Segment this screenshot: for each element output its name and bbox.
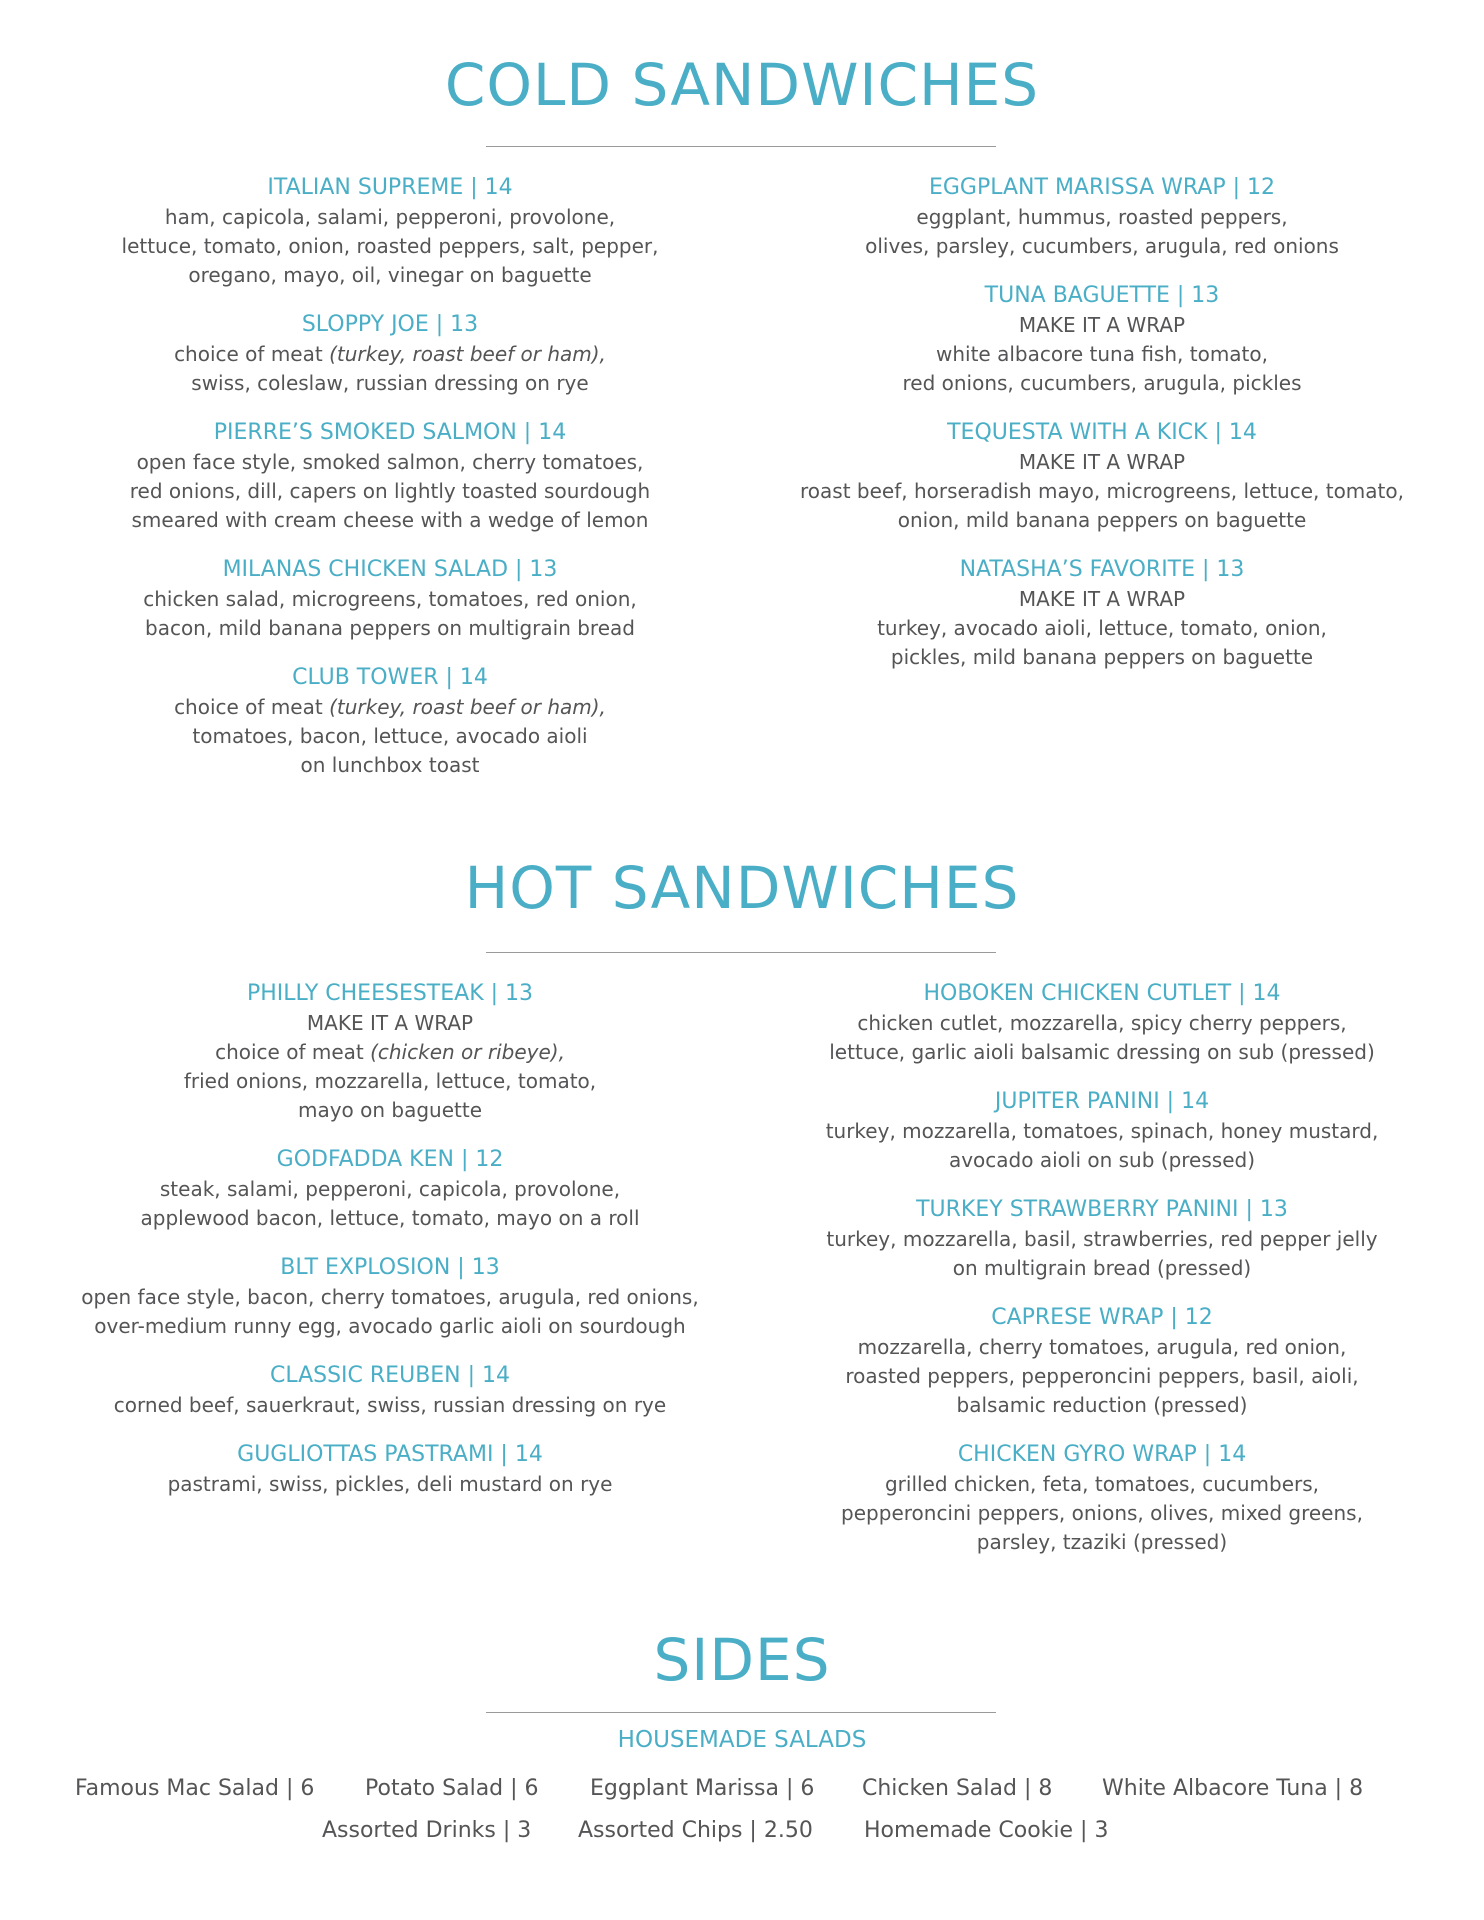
item-description-line: smeared with cream cheese with a wedge of lemon (131, 508, 649, 532)
item-name: TEQUESTA WITH A KICK | 14 (947, 420, 1257, 445)
item-name: SLOPPY JOE | 13 (301, 312, 479, 337)
sides-section-divider (486, 1712, 996, 1713)
cold-left-column (40, 173, 740, 800)
item-description-line: open face style, smoked salmon, cherry tomatoes, (136, 450, 644, 474)
hot-section-divider (486, 952, 996, 953)
item-description-line: mozzarella, cherry tomatoes, arugula, red onion, (857, 1335, 1347, 1359)
item-description-line: swiss, coleslaw, russian dressing on rye (191, 371, 589, 395)
item-description-line: pepperoncini peppers, onions, olives, mixed greens, (841, 1501, 1363, 1525)
item-description-line (40, 1038, 740, 1067)
menu-item-milanas-chicken-salad (40, 555, 740, 643)
item-name: GODFADDA KEN | 12 (276, 1147, 504, 1172)
item-description-line: lettuce, garlic aioli balsamic dressing on sub (pressed) (829, 1040, 1375, 1064)
item-description-italic: (chicken or ribeye), (370, 1040, 565, 1064)
menu-item-natashas-favorite (752, 555, 1452, 672)
side-item: Chicken Salad | 8 (862, 1776, 1053, 1801)
sides-title: SIDES (653, 1626, 831, 1694)
item-name: GUGLIOTTAS PASTRAMI | 14 (237, 1442, 543, 1467)
menu-item-italian-supreme (40, 173, 740, 290)
make-it-a-wrap-note: MAKE IT A WRAP (1018, 587, 1186, 611)
item-description-line: applewood bacon, lettuce, tomato, mayo on a roll (140, 1206, 640, 1230)
item-description-line: lettuce, tomato, onion, roasted peppers, salt, pepper, (121, 234, 659, 258)
make-it-a-wrap-note: MAKE IT A WRAP (1018, 450, 1186, 474)
item-name: CLASSIC REUBEN | 14 (269, 1363, 511, 1388)
item-description-line: fried onions, mozzarella, lettuce, tomato, (183, 1069, 597, 1093)
item-description-line: ham, capicola, salami, pepperoni, provolone, (164, 205, 616, 229)
menu-item-classic-reuben (40, 1361, 740, 1420)
menu-item-sloppy-joe (40, 310, 740, 398)
side-item: Famous Mac Salad | 6 (75, 1776, 315, 1801)
menu-item-jupiter-panini (752, 1087, 1452, 1175)
item-description-line (40, 693, 740, 722)
side-item: Potato Salad | 6 (365, 1776, 539, 1801)
cold-section-divider (486, 146, 996, 147)
item-description-line: open face style, bacon, cherry tomatoes, arugula, red onions, (81, 1285, 699, 1309)
item-name: MILANAS CHICKEN SALAD | 13 (222, 557, 558, 582)
cold-sandwiches-title: COLD SANDWICHES (444, 51, 1040, 119)
item-description-line: turkey, avocado aioli, lettuce, tomato, onion, (877, 616, 1327, 640)
item-description-line: avocado aioli on sub (pressed) (948, 1148, 1256, 1172)
item-name: PIERRE’S SMOKED SALMON | 14 (213, 420, 567, 445)
item-description-line (40, 340, 740, 369)
item-description-line: over-medium runny egg, avocado garlic aioli on sourdough (94, 1314, 686, 1338)
item-name: CAPRESE WRAP | 12 (991, 1305, 1213, 1330)
cold-right-column (752, 173, 1452, 692)
menu-item-blt-explosion (40, 1253, 740, 1341)
item-description-line: roasted peppers, pepperoncini peppers, basil, aioli, (845, 1364, 1359, 1388)
item-name: HOBOKEN CHICKEN CUTLET | 14 (923, 981, 1281, 1006)
menu-item-pierres-smoked-salmon (40, 418, 740, 535)
item-description-italic: (turkey, roast beef or ham), (329, 342, 606, 366)
item-description-line: chicken cutlet, mozzarella, spicy cherry peppers, (857, 1011, 1347, 1035)
item-description-line: balsamic reduction (pressed) (956, 1393, 1248, 1417)
menu-item-club-tower (40, 663, 740, 780)
item-description-text: choice of meat (215, 1040, 371, 1064)
item-description-line: on lunchbox toast (300, 753, 480, 777)
item-description-line: pastrami, swiss, pickles, deli mustard on rye (167, 1472, 613, 1496)
item-description-line: olives, parsley, cucumbers, arugula, red onions (865, 234, 1339, 258)
hot-sandwiches-title: HOT SANDWICHES (464, 854, 1020, 922)
item-description-italic: (turkey, roast beef or ham), (329, 695, 606, 719)
item-description-line: red onions, cucumbers, arugula, pickles (902, 371, 1302, 395)
menu-item-tuna-baguette (752, 281, 1452, 398)
item-description-line: eggplant, hummus, roasted peppers, (916, 205, 1288, 229)
item-description-text: choice of meat (174, 342, 330, 366)
menu-item-gugliottas-pastrami (40, 1440, 740, 1499)
item-description-line: pickles, mild banana peppers on baguette (890, 645, 1314, 669)
item-description-line: oregano, mayo, oil, vinegar on baguette (188, 263, 592, 287)
item-description-line: on multigrain bread (pressed) (952, 1256, 1252, 1280)
side-item: White Albacore Tuna | 8 (1102, 1776, 1364, 1801)
item-description-line: turkey, mozzarella, basil, strawberries, red pepper jelly (826, 1227, 1378, 1251)
menu-item-chicken-gyro-wrap (752, 1440, 1452, 1557)
hot-right-column (752, 979, 1452, 1577)
item-description-line: white albacore tuna fish, tomato, (935, 342, 1268, 366)
item-name: PHILLY CHEESESTEAK | 13 (246, 981, 534, 1006)
item-description-line: mayo on baguette (297, 1098, 483, 1122)
make-it-a-wrap-note: MAKE IT A WRAP (306, 1011, 474, 1035)
item-name: CHICKEN GYRO WRAP | 14 (957, 1442, 1247, 1467)
menu-item-eggplant-marissa-wrap (752, 173, 1452, 261)
item-description-line: roast beef, horseradish mayo, microgreens, lettuce, tomato, (800, 479, 1404, 503)
item-name: JUPITER PANINI | 14 (994, 1089, 1210, 1114)
item-name: TUNA BAGUETTE | 13 (984, 283, 1220, 308)
item-name: CLUB TOWER | 14 (292, 665, 488, 690)
make-it-a-wrap-note: MAKE IT A WRAP (1018, 313, 1186, 337)
side-item: Eggplant Marissa | 6 (590, 1776, 815, 1801)
item-description-line: chicken salad, microgreens, tomatoes, red onion, (143, 587, 637, 611)
item-name: ITALIAN SUPREME | 14 (267, 175, 513, 200)
item-description-line: red onions, dill, capers on lightly toasted sourdough (129, 479, 651, 503)
item-description-line: corned beef, sauerkraut, swiss, russian dressing on rye (113, 1393, 667, 1417)
sides-row-salads (0, 1774, 1484, 1804)
menu-item-philly-cheesesteak (40, 979, 740, 1125)
item-description-line: tomatoes, bacon, lettuce, avocado aioli (192, 724, 588, 748)
housemade-salads-heading: HOUSEMADE SALADS (617, 1727, 867, 1753)
item-description-line: grilled chicken, feta, tomatoes, cucumbers, (884, 1472, 1320, 1496)
side-item: Assorted Chips | 2.50 (578, 1818, 813, 1843)
item-name: TURKEY STRAWBERRY PANINI | 13 (916, 1197, 1288, 1222)
item-name: BLT EXPLOSION | 13 (280, 1255, 500, 1280)
item-description-line: steak, salami, pepperoni, capicola, provolone, (159, 1177, 621, 1201)
menu-item-godfadda-ken (40, 1145, 740, 1233)
menu-item-turkey-strawberry-panini (752, 1195, 1452, 1283)
side-item: Homemade Cookie | 3 (864, 1818, 1109, 1843)
hot-left-column (40, 979, 740, 1519)
menu-item-tequesta-with-a-kick (752, 418, 1452, 535)
item-description-line: bacon, mild banana peppers on multigrain bread (145, 616, 635, 640)
item-name: NATASHA’S FAVORITE | 13 (959, 557, 1245, 582)
sides-row-extras (0, 1816, 1484, 1846)
item-description-line: parsley, tzaziki (pressed) (976, 1530, 1228, 1554)
item-description-line: onion, mild banana peppers on baguette (897, 508, 1307, 532)
item-description-text: choice of meat (174, 695, 330, 719)
item-name: EGGPLANT MARISSA WRAP | 12 (928, 175, 1275, 200)
menu-item-hoboken-chicken-cutlet (752, 979, 1452, 1067)
menu-item-caprese-wrap (752, 1303, 1452, 1420)
item-description-line: turkey, mozzarella, tomatoes, spinach, honey mustard, (825, 1119, 1379, 1143)
side-item: Assorted Drinks | 3 (322, 1818, 532, 1843)
